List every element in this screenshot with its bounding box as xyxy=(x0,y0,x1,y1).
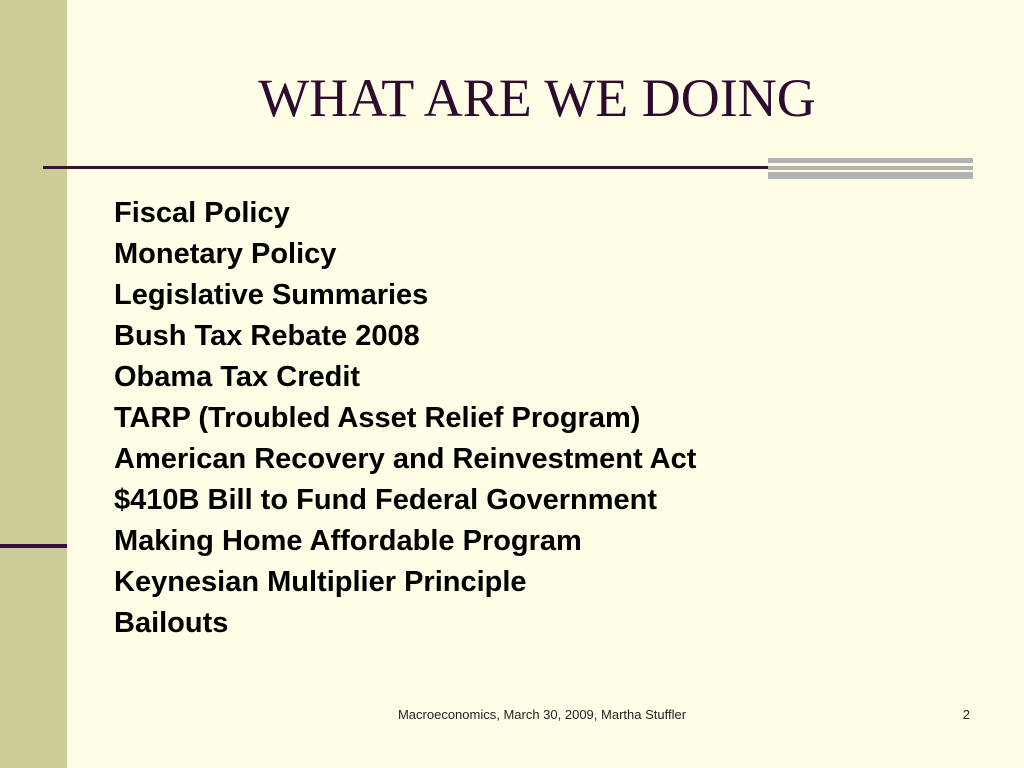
decorative-bar xyxy=(768,166,973,170)
topic-tarp: TARP (Troubled Asset Relief Program) xyxy=(114,402,641,434)
topic-monetary-policy: Monetary Policy xyxy=(114,238,337,270)
topic-recovery-act: American Recovery and Reinvestment Act xyxy=(114,443,697,475)
topic-fiscal-policy: Fiscal Policy xyxy=(114,197,290,229)
slide-number: 2 xyxy=(962,707,970,722)
topic-legislative-summaries: Legislative Summaries xyxy=(114,279,429,311)
topic-bailouts: Bailouts xyxy=(114,607,229,639)
topic-list xyxy=(114,193,696,644)
decorative-bar xyxy=(768,158,973,163)
topic-bush-tax-rebate: Bush Tax Rebate 2008 xyxy=(114,320,420,352)
slide-title: WHAT ARE WE DOING xyxy=(258,68,816,128)
topic-keynesian-multiplier: Keynesian Multiplier Principle xyxy=(114,566,527,598)
slide-footer: Macroeconomics, March 30, 2009, Martha Stuffler xyxy=(397,707,687,722)
decorative-bar xyxy=(768,172,973,179)
topic-home-affordable-program: Making Home Affordable Program xyxy=(114,525,582,557)
topic-federal-funding-bill: $410B Bill to Fund Federal Government xyxy=(114,484,658,516)
topic-obama-tax-credit: Obama Tax Credit xyxy=(114,361,361,393)
title-decorative-bars xyxy=(768,158,973,180)
title-underline xyxy=(43,166,769,169)
left-accent-line xyxy=(0,544,67,548)
